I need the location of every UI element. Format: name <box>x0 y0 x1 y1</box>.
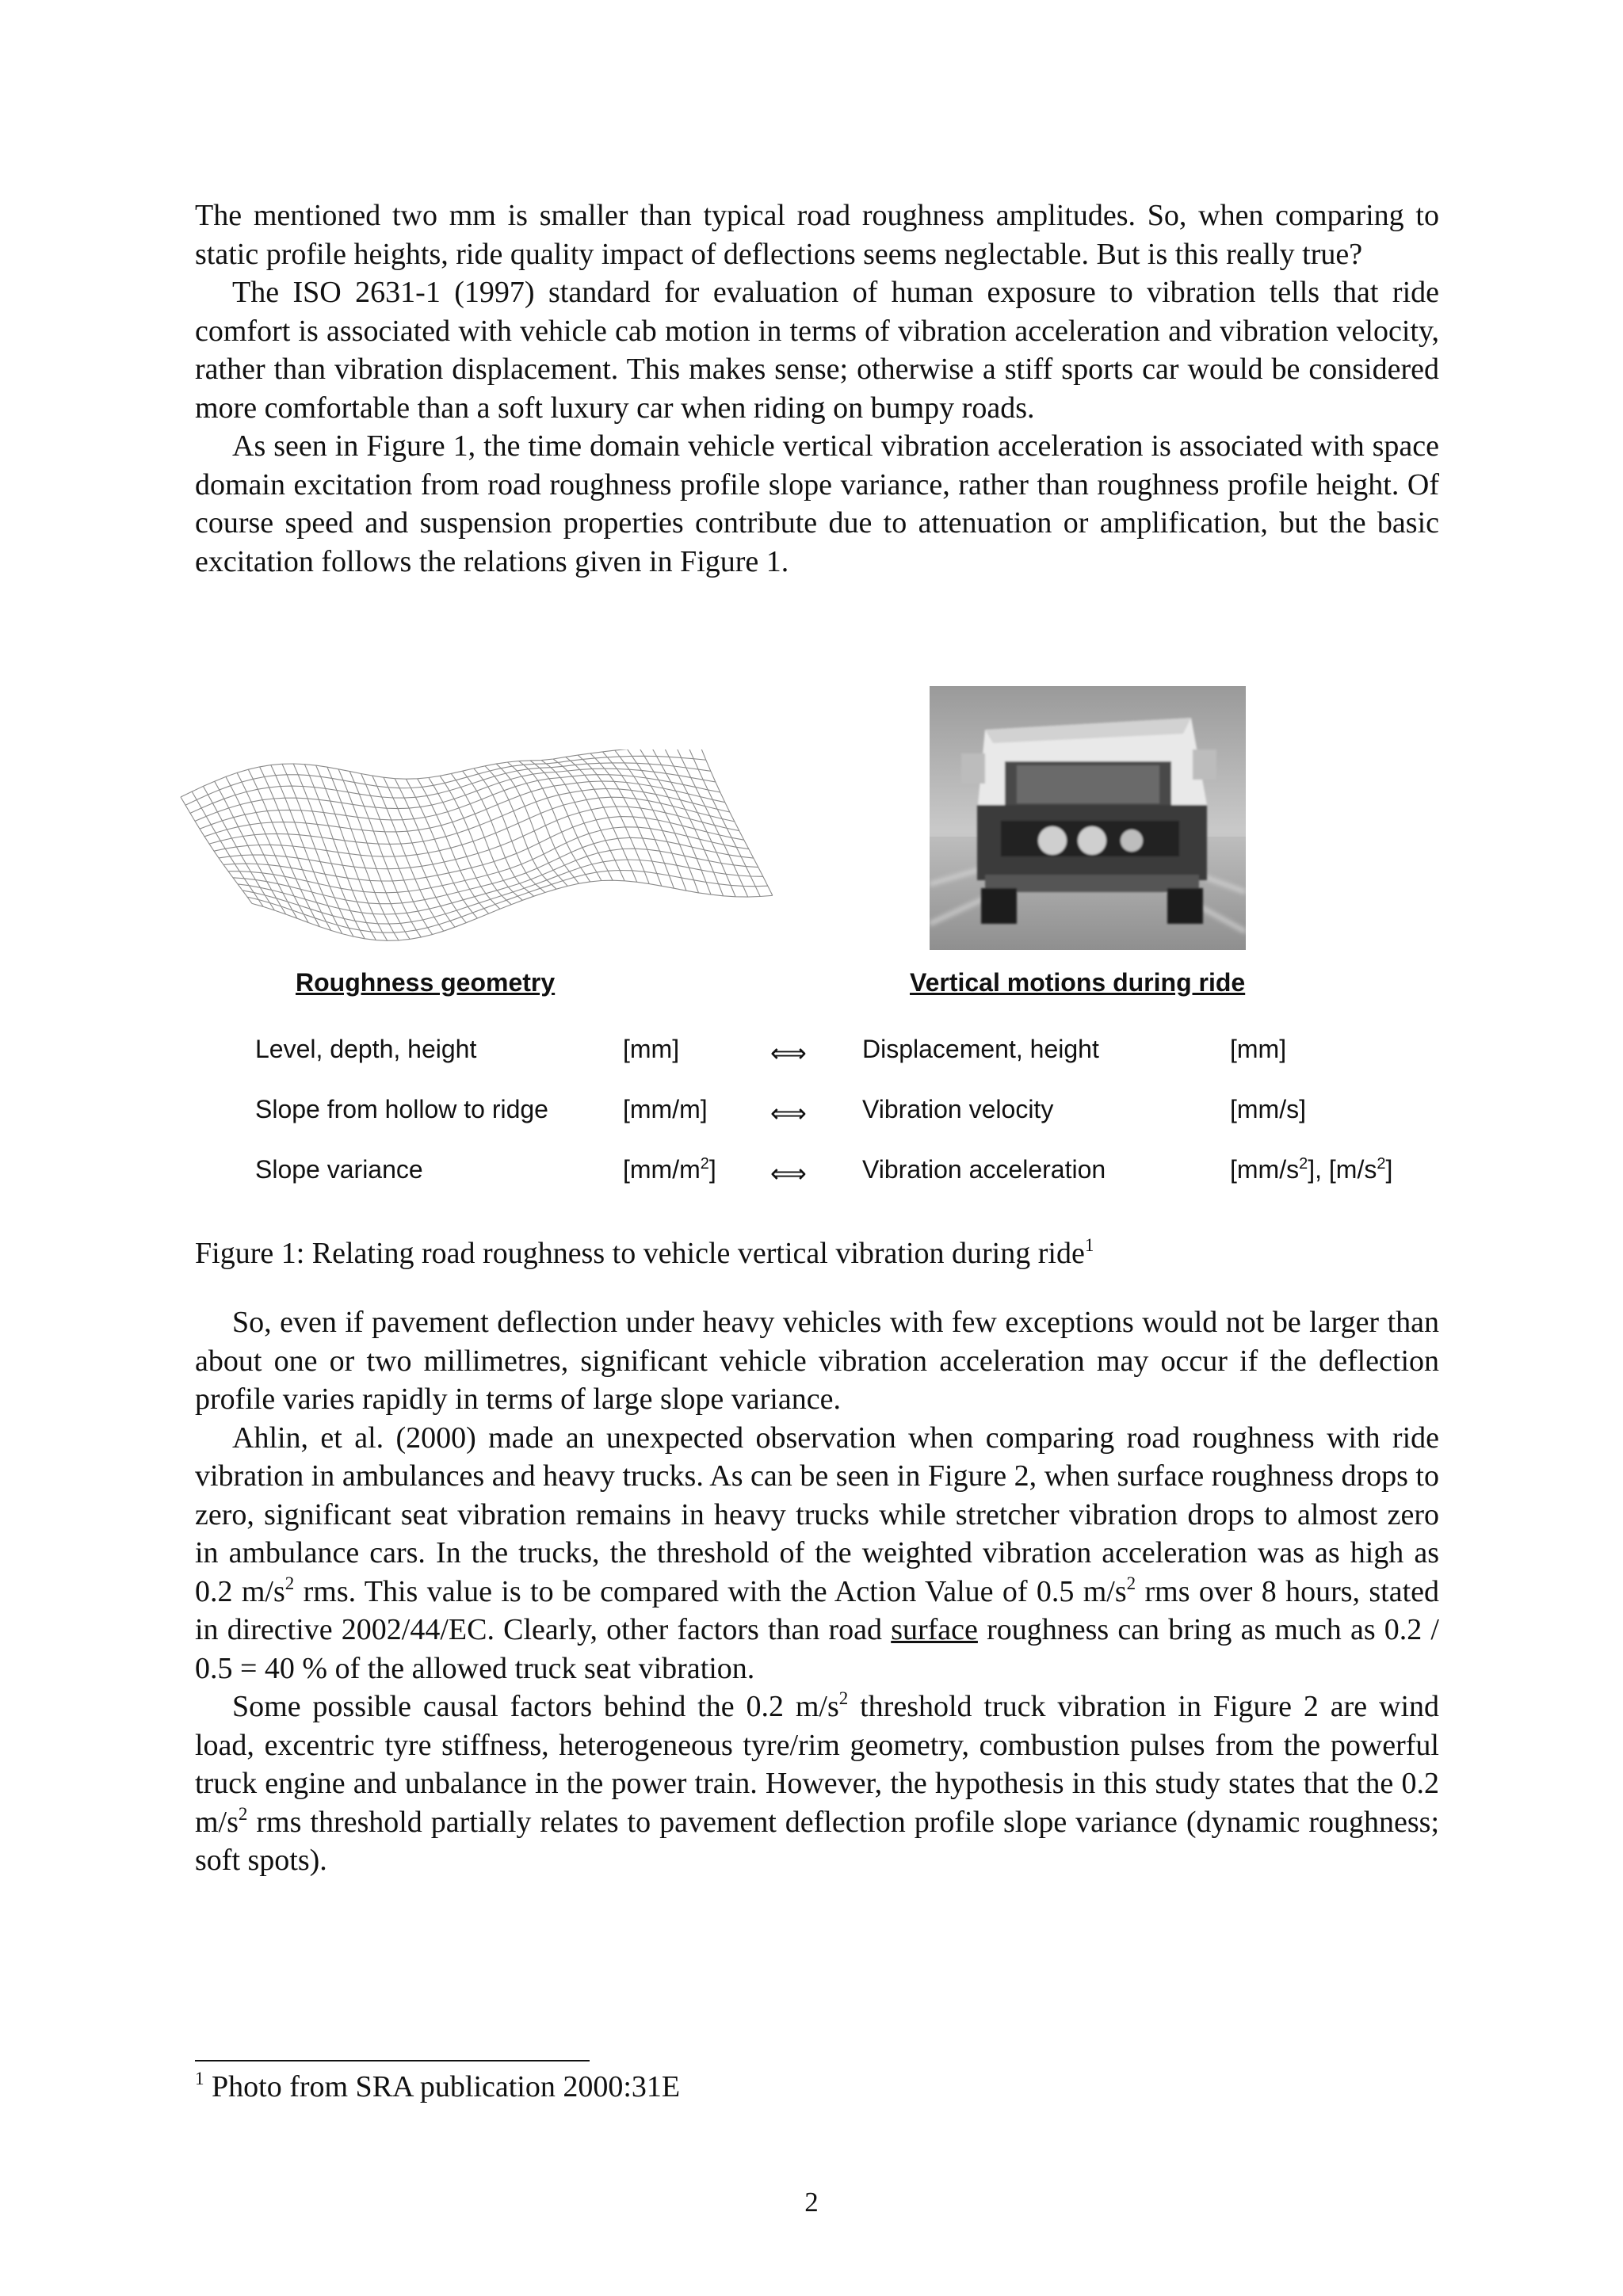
figure-caption: Figure 1: Relating road roughness to vehicle vertical vibration during ride$^1$ <box>195 1235 1094 1270</box>
left-label: Slope variance <box>255 1155 423 1184</box>
body-text-bottom <box>195 1303 1439 1880</box>
figure-row-slope <box>0 1095 1623 1133</box>
paragraph-causal-factors: Some possible causal factors behind the 0.2 $m/s^2$ threshold truck vibration in Figure 2 are wind load, excentric tyre stiffness, heterogeneous tyre/rim geometry, combustion pulses from the powerful truck engine and unbalance in the power train. However, the hypothesis in this study states that the 0.2 $m/s^2$ rms threshold partially relates to pavement deflection profile slope variance (dynamic roughness; soft spots). <box>195 1688 1440 1877</box>
right-unit: [mm/s] <box>1230 1095 1306 1123</box>
road-roughness-mesh-image <box>173 749 775 995</box>
footnote: $^1$ Photo from SRA publication 2000:31E <box>195 2069 681 2103</box>
footnote-separator <box>195 2060 590 2061</box>
left-unit: [mm/m] <box>623 1095 708 1123</box>
right-label: Vibration acceleration <box>862 1155 1106 1184</box>
left-label: Level, depth, height <box>255 1035 477 1063</box>
double-arrow-icon: ⟺ <box>770 1099 807 1127</box>
paragraph-deflection: So, even if pavement deflection under heavy vehicles with few exceptions would not be larger than about one or two millimetres, significant vehicle vibration acceleration may occur if the deflection profile varies rapidly in terms of large slope variance. <box>195 1306 1439 1416</box>
right-unit: [mm] <box>1230 1035 1287 1063</box>
paragraph-ahlin-observation: Ahlin, et al. (2000) made an unexpected observation when comparing road roughness with ride vibration in ambulances and heavy trucks. As can be seen in Figure 2, when surface roughness drops to zero, significant seat vibration remains in heavy trucks while stretcher vibration drops to almost zero in ambulance cars. In the trucks, the threshold of the weighted vibration acceleration was as high as 0.2 $m/s^2$ rms. This value is to be compared with the Action Value of 0.5 $m/s^2$ rms over 8 hours, stated in directive 2002/44/EC. Clearly, other factors than road surface roughness can bring as much as 0.2 / 0.5 = 40 % of the allowed truck seat vibration. <box>195 1421 1439 1685</box>
double-arrow-icon: ⟺ <box>770 1159 807 1188</box>
left-unit: $[mm/m^2]$ <box>623 1155 716 1184</box>
paragraph-intro: The mentioned two mm is smaller than typical road roughness amplitudes. So, when comparing to static profile heights, ride quality impact of deflections seems neglectable. But is this really true? <box>195 199 1439 271</box>
right-unit: $[mm/s^2]$, $[m/s^2]$ <box>1230 1155 1393 1184</box>
paragraph-figure-reference: As seen in Figure 1, the time domain vehicle vertical vibration acceleration is associated with space domain excitation from road roughness profile slope variance, rather than roughness profile height. Of course speed and suspension properties contribute due to attenuation or amplification, but the basic excitation follows the relations given in Figure 1. <box>195 429 1439 578</box>
ambulance-photo <box>930 686 1246 950</box>
figure-row-level <box>0 1035 1623 1073</box>
figure-row-slope-variance <box>0 1155 1623 1193</box>
double-arrow-icon: ⟺ <box>770 1039 807 1067</box>
left-label: Slope from hollow to ridge <box>255 1095 548 1123</box>
page-number: 2 <box>804 2187 819 2218</box>
paragraph-iso-standard: The ISO 2631-1 (1997) standard for evaluation of human exposure to vibration tells that ride comfort is associated with vehicle cab motion in terms of vibration acceleration and vibration velocity, rather than vibration displacement. This makes sense; otherwise a stiff sports car would be considered more comfortable than a soft luxury car when riding on bumpy roads. <box>195 276 1439 425</box>
header-vertical-motions: Vertical motions during ride <box>910 968 1246 997</box>
left-unit: [mm] <box>623 1035 680 1063</box>
body-text-top <box>195 196 1439 581</box>
right-label: Displacement, height <box>862 1035 1099 1063</box>
header-roughness-geometry: Roughness geometry <box>296 968 556 997</box>
footnote-mark: 1 <box>1084 1235 1094 1255</box>
right-label: Vibration velocity <box>862 1095 1054 1123</box>
